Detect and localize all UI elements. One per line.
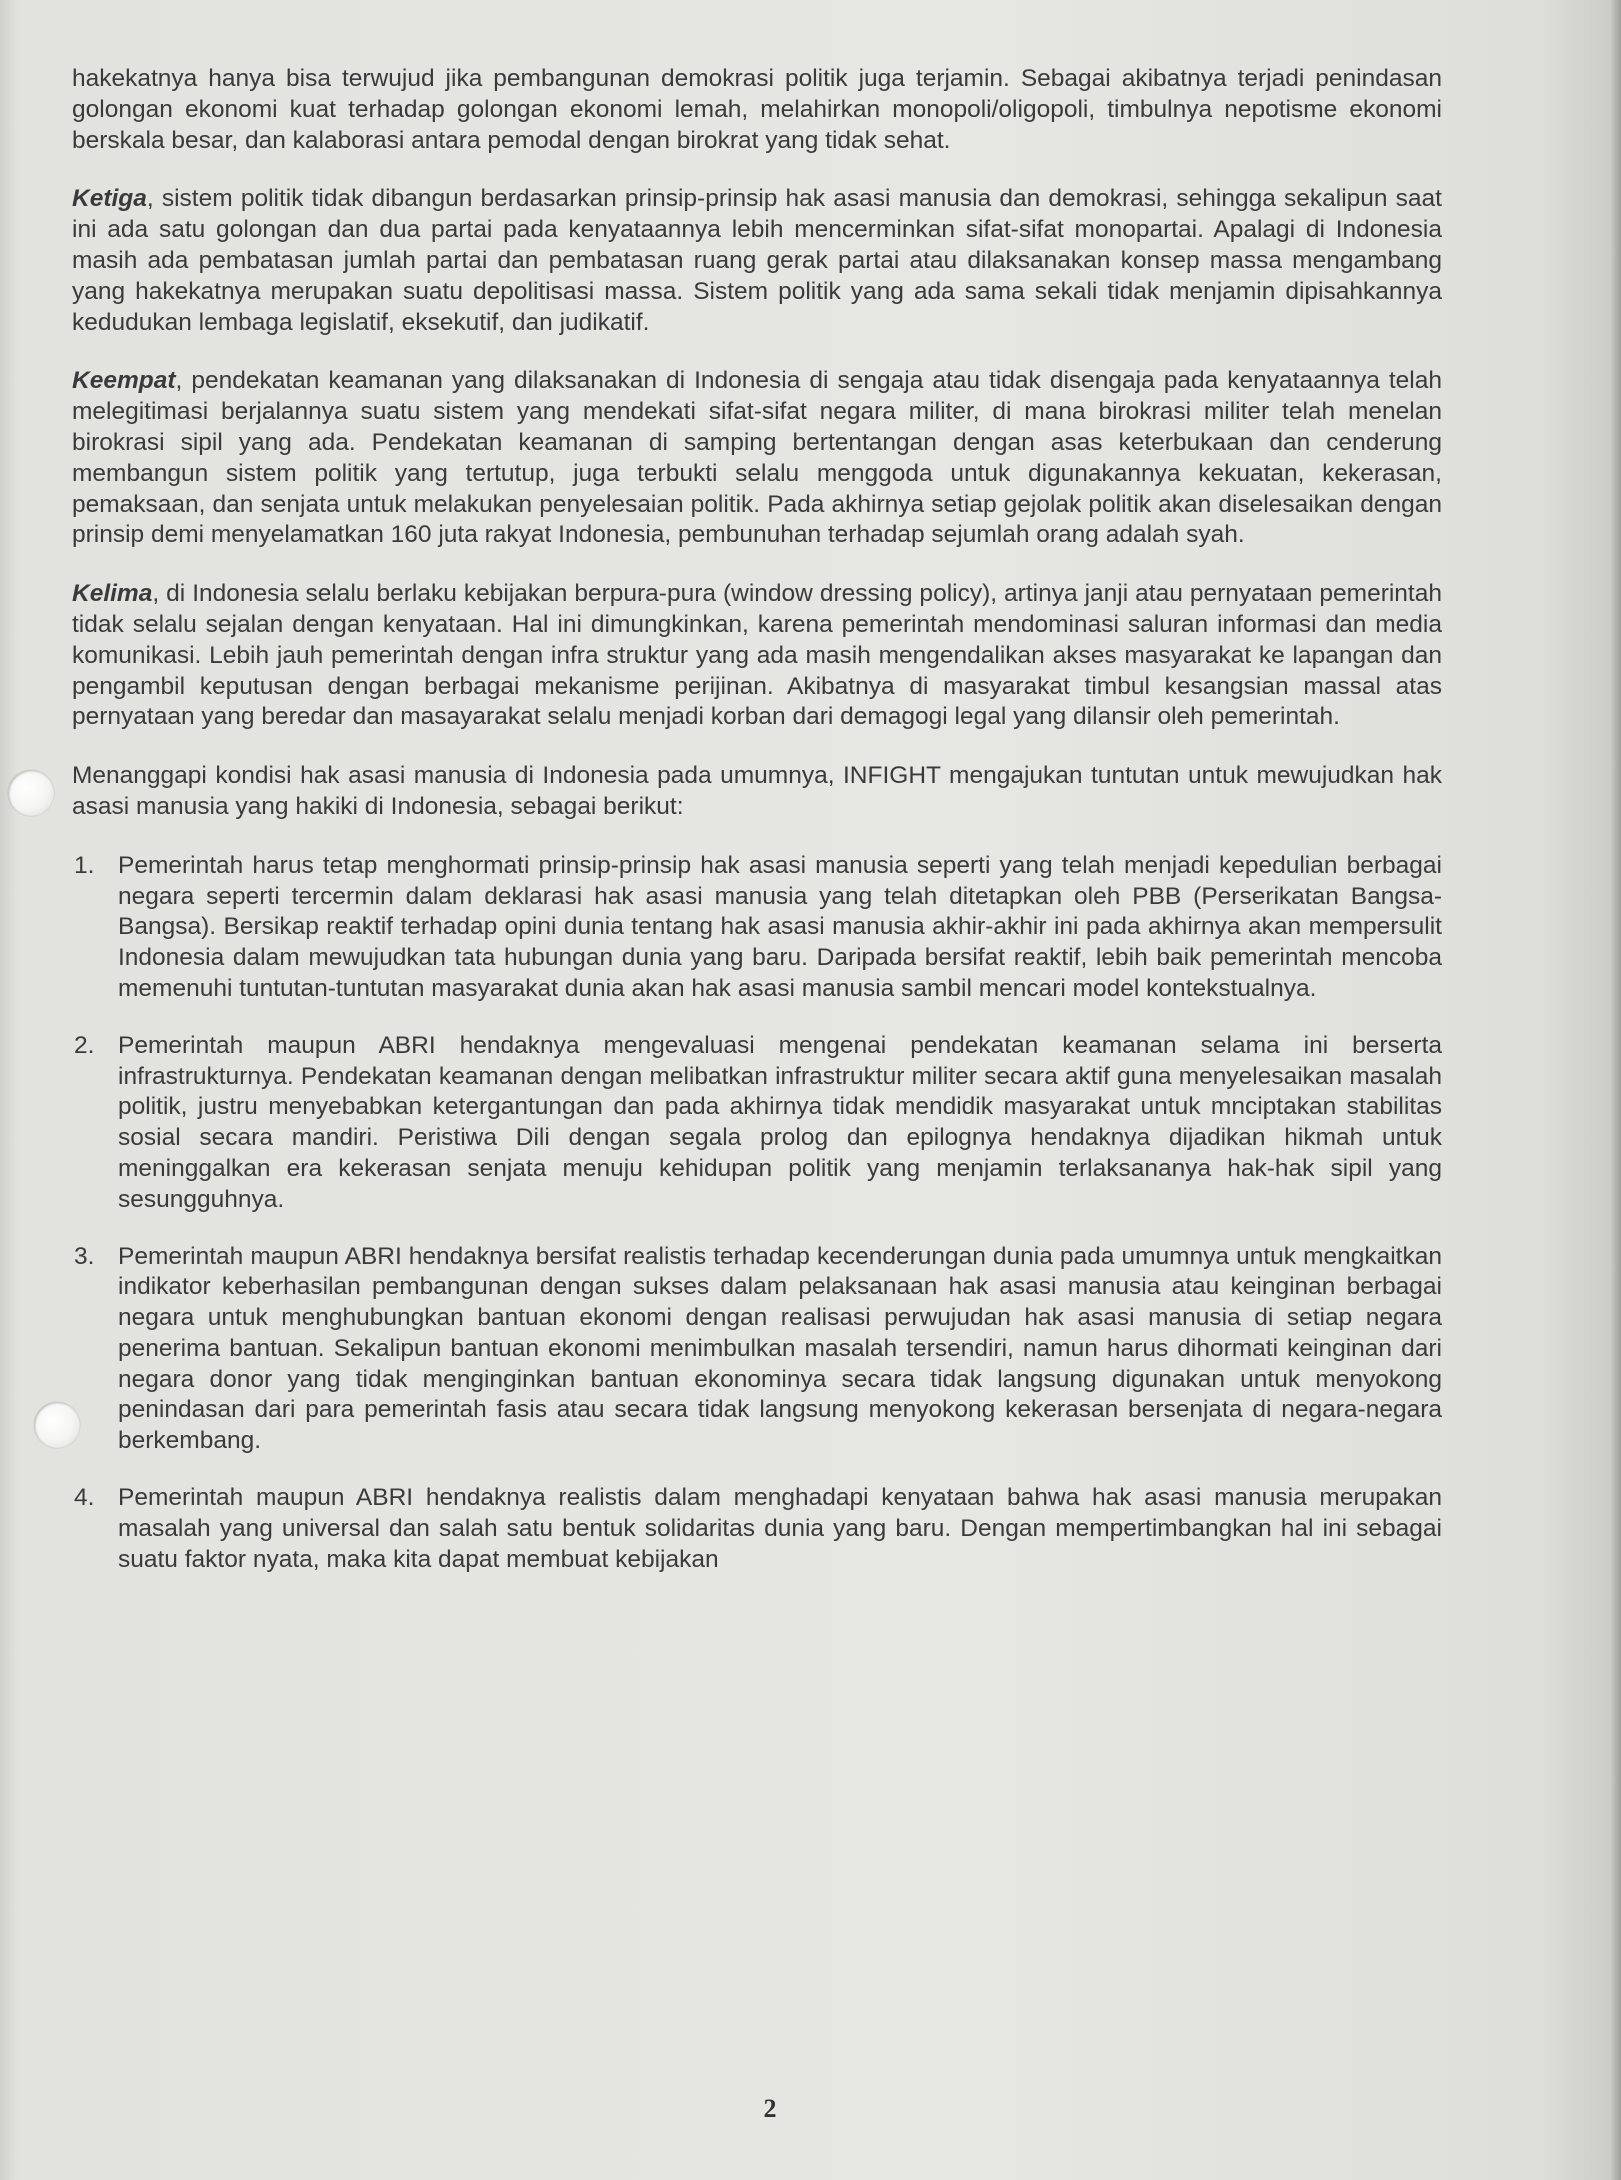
paragraph-ketiga (72, 184, 1442, 338)
list-number: 2. (74, 1031, 95, 1059)
list-number: 1. (74, 851, 95, 879)
list-number: 4. (74, 1484, 95, 1512)
paragraph-text: , pendekatan keamanan yang dilaksanakan di Indonesia di sengaja atau tidak disengaja pada kenyataannya telah melegitimasi berjalannya suatu sistem yang mendekati sifat-sifat negara militer, di mana birokrasi militer telah menelan birokrasi sipil yang ada. Pendekatan keamanan di samping bertentangan dengan asas keterbukaan dan cenderung membangun sistem politik yang tertutup, juga terbukti selalu menggoda untuk digunakannya kekuatan, kekerasan, pemaksaan, dan senjata untuk melakukan penyelesaian politik. Pada akhirnya setiap gejolak politik akan diselesaikan dengan prinsip demi menyelamatkan 160 juta rakyat Indonesia, pembunuhan terhadap sejumlah orang adalah syah. (72, 367, 1442, 549)
paragraph-lead: Ketiga (72, 185, 147, 213)
list-item-text: Pemerintah maupun ABRI hendaknya realistis dalam menghadapi kenyataan bahwa hak asasi manusia merupakan masalah yang universal dan salah satu bentuk solidaritas dunia yang baru. Dengan mempertimbangkan hal ini sebagai suatu faktor nyata, maka kita dapat membuat kebijakan (118, 1484, 1442, 1573)
list-number: 3. (74, 1242, 95, 1270)
paragraph-text: , di Indonesia selalu berlaku kebijakan berpura-pura (window dressing policy), artinya janji atau pernyataan pemerintah tidak selalu sejalan dengan kenyataan. Hal ini dimungkinkan, karena pemerintah mendominasi saluran informasi dan media komunikasi. Lebih jauh pemerintah dengan infra struktur yang ada masih mengendalikan akses masyarakat ke lapangan dan pengambil keputusan dengan berbagai mekanisme perijinan. Akibatnya di masyarakat timbul kesangsian massal atas pernyataan yang beredar dan masayarakat selalu menjadi korban dari demagogi legal yang dilansir oleh pemerintah. (72, 580, 1442, 731)
punch-hole-icon (8, 770, 54, 816)
list-item (72, 851, 1442, 1005)
list-item (72, 1031, 1442, 1216)
paragraph-tuntutan-intro (72, 761, 1442, 823)
paragraph-intro (72, 64, 1442, 156)
list-item (72, 1483, 1442, 1575)
paragraph-kelima (72, 579, 1442, 733)
paragraph-text: hakekatnya hanya bisa terwujud jika pembangunan demokrasi politik juga terjamin. Sebagai akibatnya terjadi penindasan golongan ekonomi kuat terhadap golongan ekonomi lemah, melahirkan monopoli/oligopoli, timbulnya nepotisme ekonomi berskala besar, dan kalaborasi antara pemodal dengan birokrat yang tidak sehat. (72, 65, 1442, 154)
page-edge-shadow (1611, 0, 1621, 2180)
list-item-text: Pemerintah maupun ABRI hendaknya bersifat realistis terhadap kecenderungan dunia pada umumnya untuk mengkaitkan indikator keberhasilan pembangunan dengan sukses dalam pelaksanaan hak asasi manusia atau keinginan berbagai negara untuk menghubungkan bantuan ekonomi dengan realisasi perwujudan hak asasi manusia di setiap negara penerima bantuan. Sekalipun bantuan ekonomi menimbulkan masalah tersendiri, namun harus dihormati keinginan dari negara donor yang tidak menginginkan bantuan ekonominya secara tidak langsung digunakan untuk menyokong penindasan dari para pemerintah fasis atau secara tidak langsung menyokong kekerasan bersenjata di negara-negara berkembang. (118, 1242, 1442, 1455)
paragraph-lead: Keempat (72, 367, 176, 395)
list-item-text: Pemerintah harus tetap menghormati prinsip-prinsip hak asasi manusia seperti yang telah menjadi kepedulian berbagai negara seperti tercermin dalam deklarasi hak asasi manusia yang telah ditetapkan oleh PBB (Perserikatan Bangsa-Bangsa). Bersikap reaktif terhadap opini dunia tentang hak asasi manusia akhir-akhir ini pada akhirnya akan mempersulit Indonesia dalam mewujudkan tata hubungan dunia yang baru. Daripada bersifat reaktif, lebih baik pemerintah mencoba memenuhi tuntutan-tuntutan masyarakat dunia akan hak asasi manusia sambil mencari model kontekstualnya. (118, 851, 1442, 1002)
page-number: 2 (763, 2094, 777, 2123)
paragraph-keempat (72, 366, 1442, 551)
paragraph-text: , sistem politik tidak dibangun berdasarkan prinsip-prinsip hak asasi manusia dan demokrasi, sehingga sekalipun saat ini ada satu golongan dan dua partai pada kenyataannya lebih mencerminkan sifat-sifat monopartai. Apalagi di Indonesia masih ada pembatasan jumlah partai dan pembatasan ruang gerak partai atau dilaksanakan konsep massa mengambang yang hakekatnya merupakan suatu depolitisasi massa. Sistem politik yang ada sama sekali tidak menjamin dipisahkannya kedudukan lembaga legislatif, eksekutif, dan judikatif. (72, 185, 1442, 336)
paragraph-text: Menanggapi kondisi hak asasi manusia di Indonesia pada umumnya, INFIGHT mengajukan tuntutan untuk mewujudkan hak asasi manusia yang hakiki di Indonesia, sebagai berikut: (72, 762, 1442, 820)
list-item-text: Pemerintah maupun ABRI hendaknya mengevaluasi mengenai pendekatan keamanan selama ini berserta infrastrukturnya. Pendekatan keamanan dengan melibatkan infrastruktur militer secara aktif guna menyelesaikan masalah politik, justru menyebabkan ketergantungan dan pada akhirnya tidak mendidik masyarakat untuk mnciptakan stabilitas sosial secara mandiri. Peristiwa Dili dengan segala prolog dan epilognya hendaknya dijadikan hikmah untuk meninggalkan era kekerasan senjata menuju kehidupan politik yang menjamin terlaksananya hak-hak sipil yang sesungguhnya. (118, 1031, 1442, 1213)
list-item (72, 1242, 1442, 1458)
document-body (72, 64, 1442, 1601)
paragraph-lead: Kelima (72, 580, 153, 608)
